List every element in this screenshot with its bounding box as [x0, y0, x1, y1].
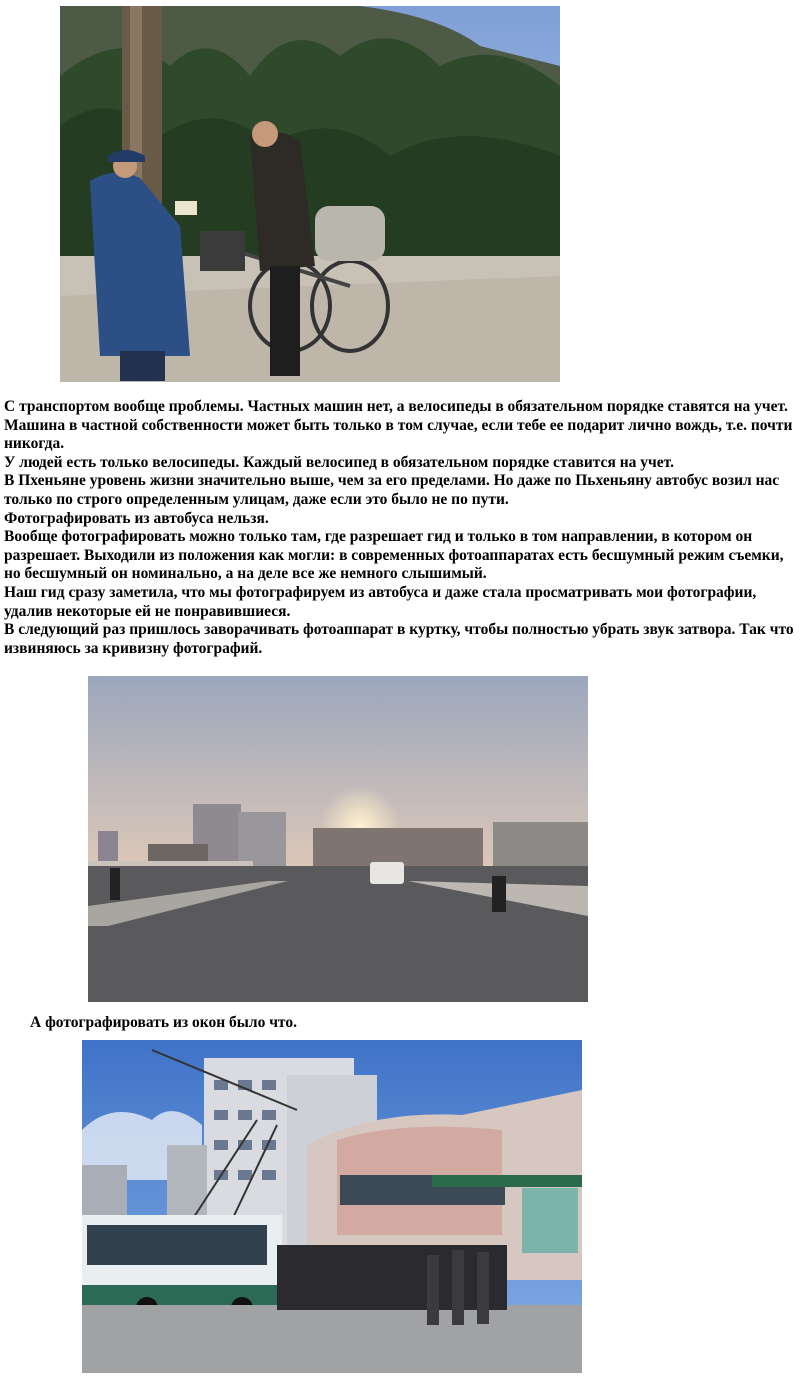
photo-city-street-sunset — [88, 676, 588, 1002]
paragraph: Вообще фотографировать можно только там, где разрешает гид и только в том направлении, в котором он разрешает. Выходили из положения как могли: в современных фотоаппаратах есть бесшумный режим съемки, но бесшумный он номинально, а на деле все же немного слышимый. — [4, 528, 784, 583]
photo-caption: А фотографировать из окон было что. — [30, 1014, 297, 1031]
paragraph: В следующий раз пришлось заворачивать фотоаппарат в куртку, чтобы полностью убрать звук затвора. Так что извиняюсь за кривизну фотографий. — [4, 621, 794, 657]
article-text — [4, 398, 796, 658]
paragraph: Наш гид сразу заметила, что мы фотографируем из автобуса и даже стала просматривать мои фотографии, удалив некоторые ей не понравившиеся. — [4, 583, 757, 620]
photo-policeman-bicycle — [60, 6, 560, 382]
paragraph: В Пхеньяне уровень жизни значительно выше, чем за его пределами. Но даже по Пьхеньяну автобус возил нас только по строго определенным улицам, даже если это было не по пути. — [4, 472, 780, 508]
paragraph: У людей есть только велосипеды. Каждый велосипед в обязательном порядке ставится на учет. — [4, 453, 674, 471]
paragraph: С транспортом вообще проблемы. Частных машин нет, а велосипеды в обязательном порядке ставятся на учет. Машина в частной собственности может быть только в том случае, если тебе ее подарит лично вождь, т.е. почти никогда. — [4, 398, 793, 453]
photo-trolleybus-stop — [82, 1040, 582, 1373]
paragraph: Фотографировать из автобуса нельзя. — [4, 509, 269, 527]
